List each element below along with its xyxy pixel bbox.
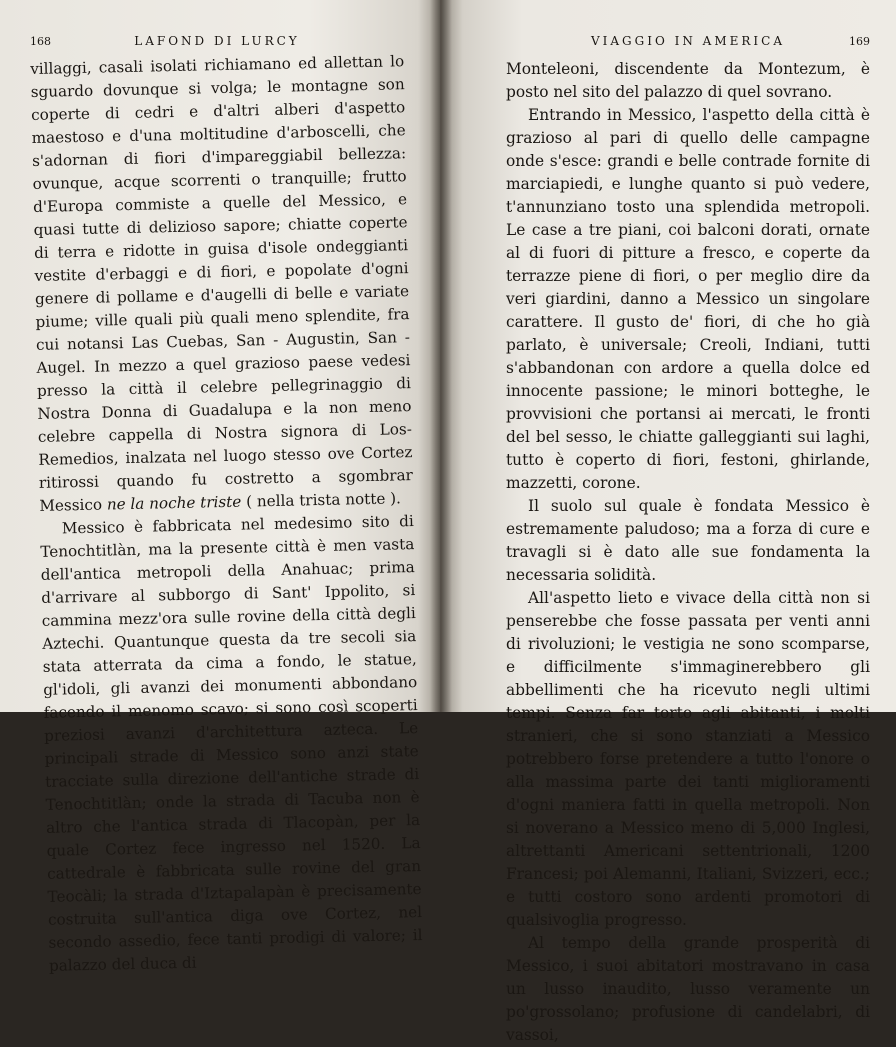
italic-phrase: ne la noche triste — [106, 492, 242, 514]
right-page — [440, 0, 896, 1044]
right-paragraph-1: Monteleoni, discendente da Montezum, è posto nel sito del palazzo di quel sovrano. — [506, 60, 870, 101]
right-running-head — [506, 34, 870, 48]
left-paragraph-1-body: villaggi, casali isolati richiamano ed allettan lo sguardo dovunque si volga; le montagne son coperte di cedri e d'altri alberi d'aspetto maestoso e d'una moltitudine d'arboscelli, che s'adornan di fiori d'impareggiabil bellezza: ovunque, acque scorrenti o tranquille; frutto d'Europa commiste a quelle del Messico, e quasi tutte di delizioso sapore; chiatte coperte di terra e ridotte in guisa d'isole ondeggianti vestite d'erbaggi e di fiori, e popolate d'ogni genere di pollame e d'augelli di belle e variate piume; ville quali più quali meno splendite, fra cui notansi Las Cuebas, San - Augustin, San - Augel. In mezzo a quel grazioso paese vedesi presso la città il celebre pellegrinaggio di Nostra Donna di Guadalupa e la non meno celebre cappella di Nostra signora di Los-Remedios, inalzata nel luogo stesso ove Cortez ritirossi quando fu costretto a sgombrar Messico — [30, 52, 414, 515]
left-paragraph-1 — [30, 50, 414, 518]
right-page-number: 169 — [849, 35, 870, 48]
right-paragraph-2: Entrando in Messico, l'aspetto della città è grazioso al pari di quello delle campagne onde s'esce: grandi e belle contrade fornite di marciapiedi, e lunghe quanto si può vedere, t'annunziano tosto una splendida metropoli. Le case a tre piani, coi balconi dorati, ornate al di fuori di pitture a fresco, e coperte da terrazze piene di fiori, o per meglio dire da veri giardini, danno a Messico un singolare carattere. Il gusto de' fiori, di che ho già parlato, è universale; Creoli, Indiani, tutti s'abbandonan con ardore a quella dolce ed innocente passione; le minori botteghe, le provvisioni che portansi ai mercati, le fronti del bel sesso, le chiatte galleggianti sui laghi, tutto è coperto di fiori, festoni, ghirlande, mazzetti, corone. — [506, 106, 870, 492]
book-gutter — [430, 0, 452, 712]
left-running-title: LAFOND DI LURCY — [134, 34, 300, 48]
right-paragraph-3: Il suolo sul quale è fondata Messico è estremamente paludoso; ma a forza di cure e travagli si è dato alle sue fondamenta la necessaria solidità. — [506, 497, 870, 584]
left-page — [0, 0, 440, 975]
left-paragraph-2: Messico è fabbricata nel medesimo sito di Tenochtitlàn, ma la presente città è men vasta dell'antica metropoli della Anahuac; prima d'arrivare al subborgo di Sant' Ippolito, si cammina mezz'ora sulle rovine della città degli Aztechi. Quantunque questa da tre secoli sia stata atterrata da cima a fondo, le statue, gl'idoli, gli avanzi dei monumenti abbondano facendo il menomo scavo; si sono così scoperti preziosi avanzi d'architettura azteca. Le principali strade di Messico sono anzi state tracciate sulla direzione dell'antiche strade di Tenochtitlàn; onde la strada di Tacuba non è altro che l'antica strada di Tlacopàn, per la quale Cortez fece ingresso nel 1520. La cattedrale è fabbricata sulle rovine del gran Teocàli; la strada d'Iztapalapàn è precisamente costruita sull'antica diga ove Cortez, nel secondo assedio, fece tanti prodigi di valore; il palazzo del duca di — [40, 512, 423, 975]
right-page-text — [506, 58, 870, 1047]
right-paragraph-5: Al tempo della grande prosperità di Messico, i suoi abitatori mostravano in casa un lusso inaudito, lusso veramente un po'grossolano; profusione di candelabri, di vassoi, — [506, 934, 870, 1044]
right-paragraph-4: All'aspetto lieto e vivace della città non si penserebbe che fosse passata per venti anni di rivoluzioni; le vestigia ne sono scomparse, e difficilmente s'immaginerebbero gli abbellimenti che ha ricevuto negli ultimi tempi. Senza far torto agli abitanti, i molti stranieri, che si sono stanziati a Messico potrebbero forse pretendere a tutto l'onore o alla massima parte dei tanti miglioramenti d'ogni maniera fatti in quella metropoli. Non si noverano a Messico meno di 5,000 Inglesi, altrettanti Americani settentrionali, 1200 Francesi; poi Alemanni, Italiani, Svizzeri, ecc.; e tutti costoro sono ardenti promotori di qualsivoglia progresso. — [506, 589, 870, 929]
right-running-title: VIAGGIO IN AMERICA — [590, 34, 786, 48]
left-page-number: 168 — [30, 35, 51, 48]
left-running-head — [30, 34, 404, 48]
italic-gloss: ( nella trista notte ). — [245, 489, 402, 511]
left-page-text — [30, 50, 423, 978]
